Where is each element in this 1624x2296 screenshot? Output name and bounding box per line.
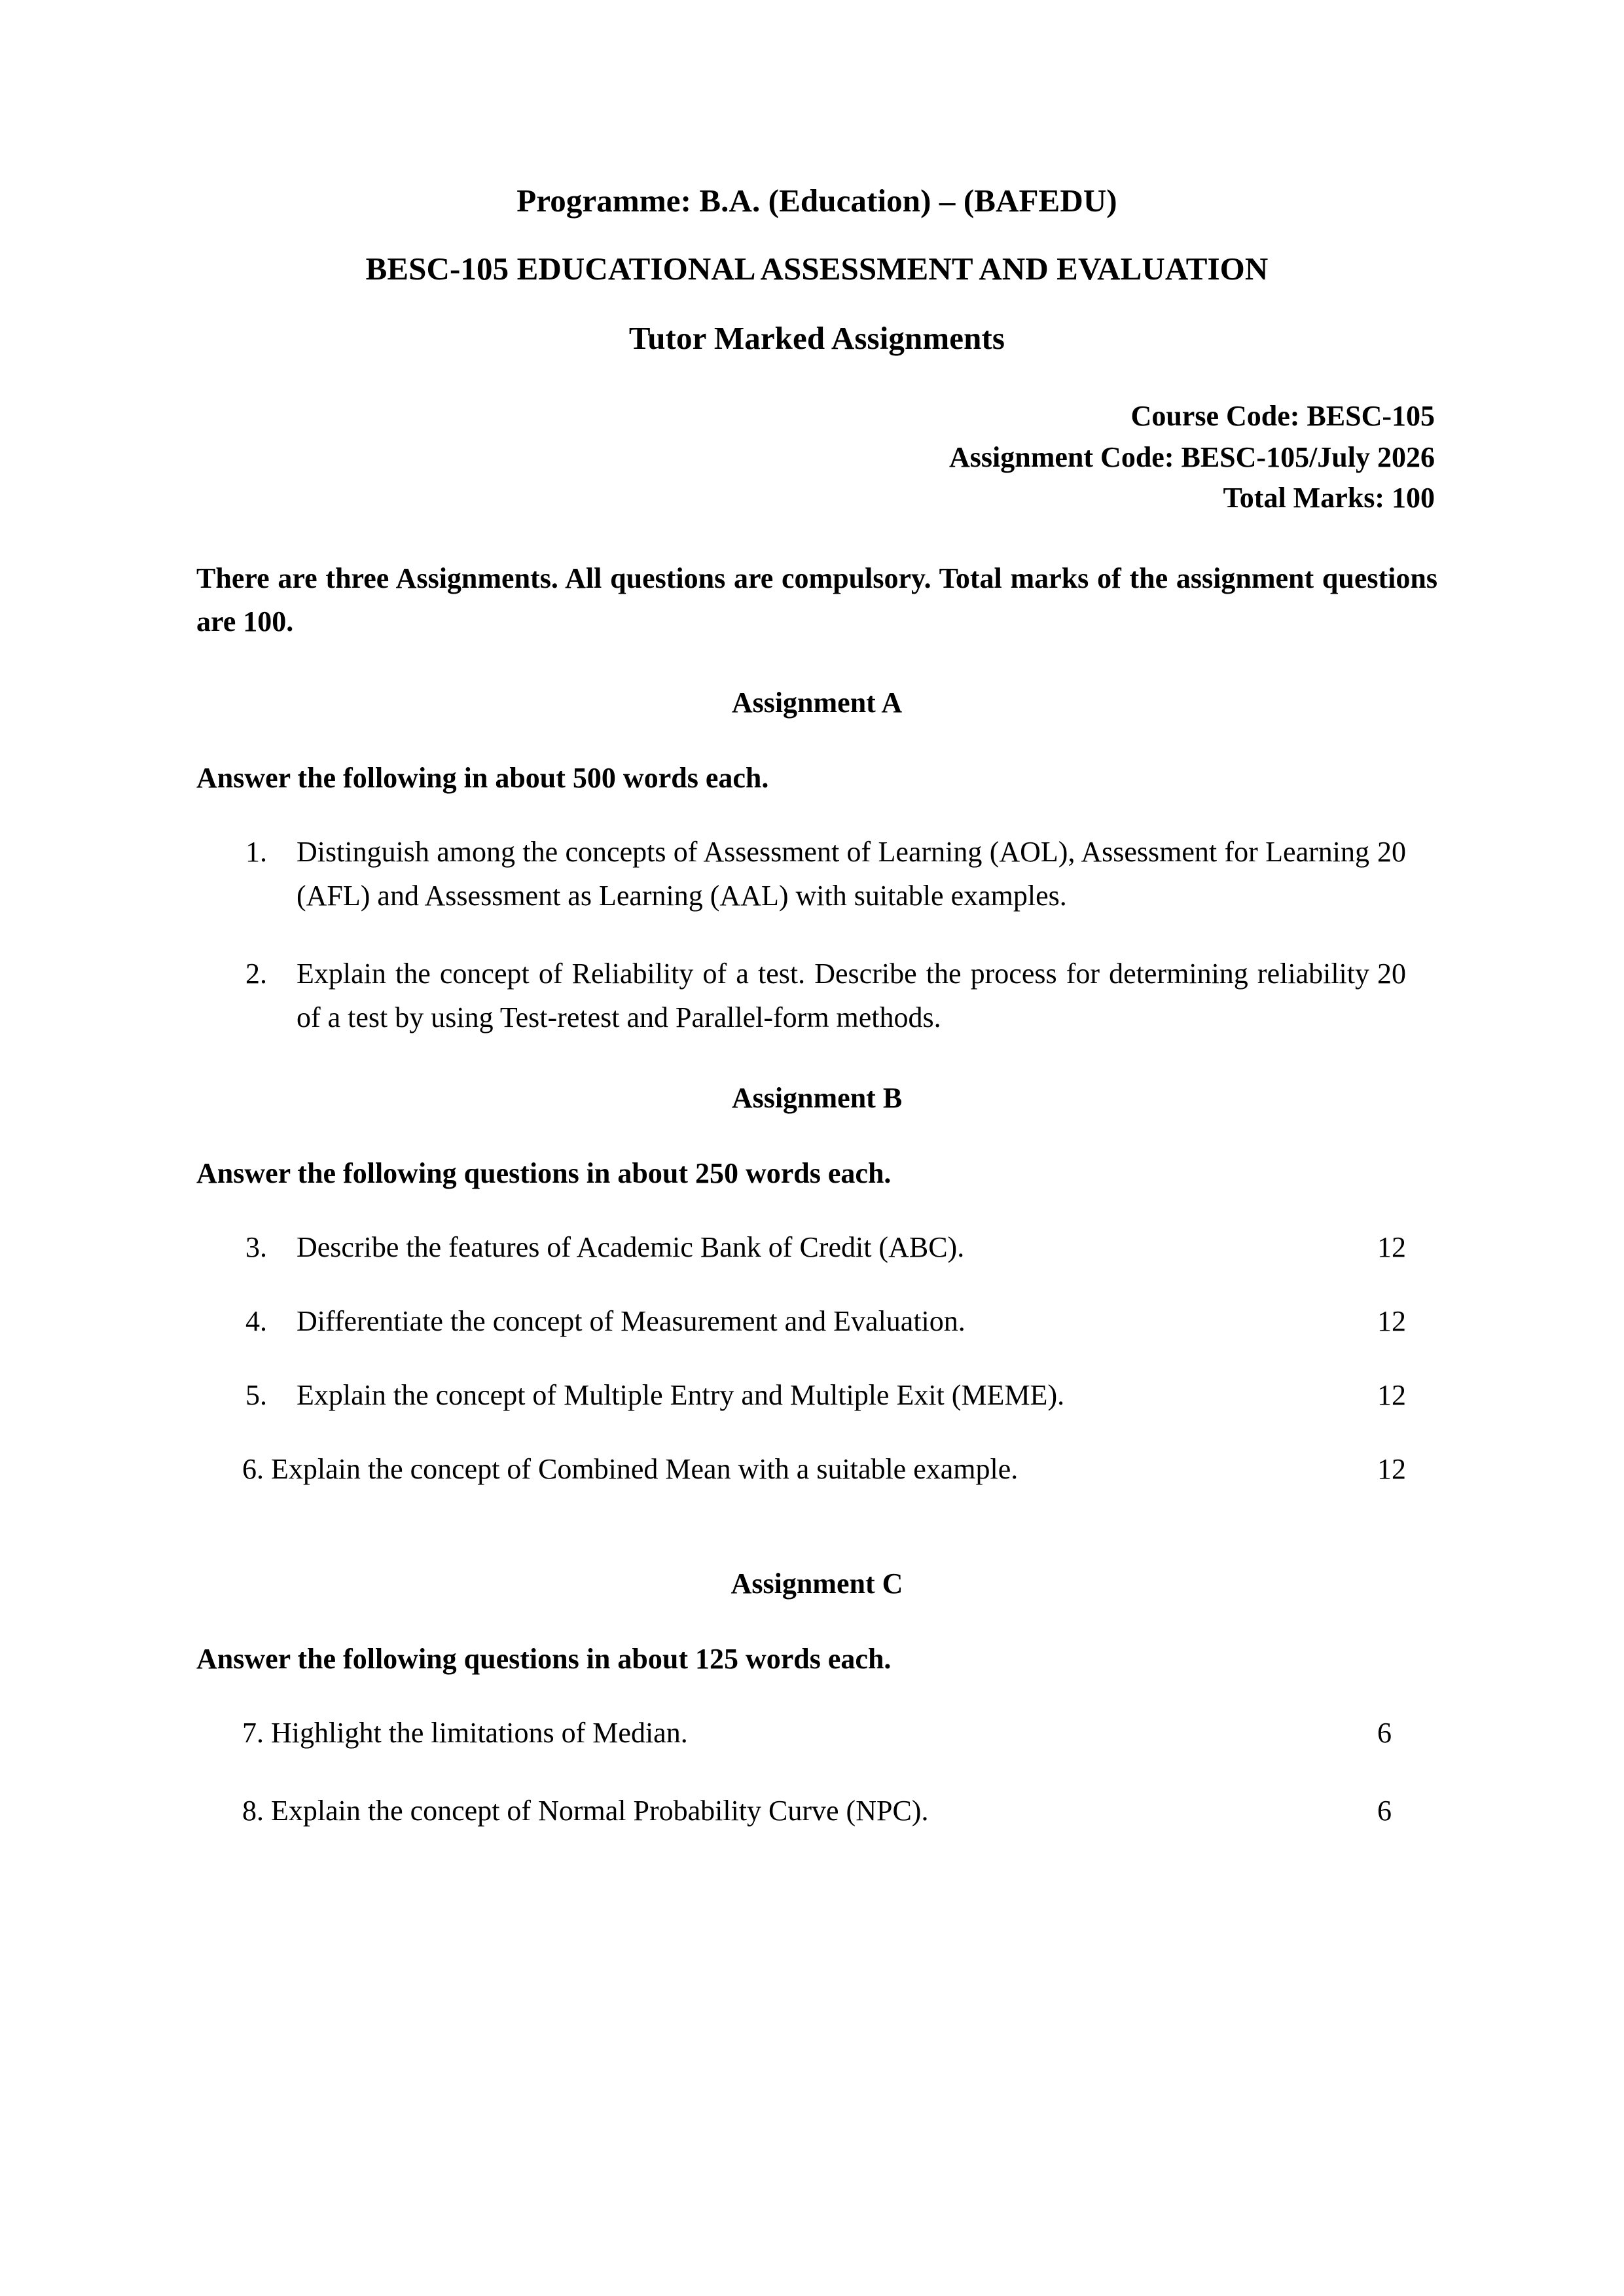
question-text: Differentiate the concept of Measurement and Evaluation.: [297, 1304, 965, 1337]
question-text: Explain the concept of Multiple Entry and Multiple Exit (MEME).: [297, 1378, 1065, 1411]
question-item: [196, 952, 1437, 1040]
question-marks: 20: [1377, 836, 1406, 869]
question-item: [196, 1789, 1437, 1833]
question-marks: 6: [1377, 1716, 1392, 1749]
question-text: Explain the concept of Combined Mean with a suitable example.: [271, 1452, 1019, 1485]
question-marks: 6: [1377, 1794, 1392, 1827]
section-heading-c: Assignment C: [731, 1567, 903, 1600]
question-text: Explain the concept of Reliability of a test. Describe the process for determining reliability of a test by using Test-retest and Parallel-form methods.: [297, 957, 1369, 1033]
question-marks: 12: [1377, 1304, 1406, 1337]
programme-title: Programme: B.A. (Education) – (BAFEDU): [516, 183, 1117, 219]
question-marks: 12: [1377, 1378, 1406, 1411]
question-number: 7.: [242, 1716, 264, 1749]
question-marks: 12: [1377, 1452, 1406, 1485]
question-text: Explain the concept of Normal Probability Curve (NPC).: [271, 1794, 929, 1827]
instructions-paragraph: There are three Assignments. All questions are compulsory. Total marks of the assignment questions are 100.: [196, 562, 1437, 637]
assignment-code: Assignment Code: BESC-105/July 2026: [949, 440, 1435, 473]
question-number: 3.: [245, 1231, 267, 1264]
question-item: [196, 831, 1437, 918]
section-heading-b: Assignment B: [731, 1081, 903, 1114]
section-directive-a: Answer the following in about 500 words each.: [196, 762, 769, 795]
question-number: 2.: [245, 957, 267, 990]
question-number: 4.: [245, 1304, 267, 1337]
question-marks: 20: [1377, 957, 1406, 990]
question-number: 8.: [242, 1794, 264, 1827]
question-marks: 12: [1377, 1231, 1406, 1264]
course-title: BESC-105 EDUCATIONAL ASSESSMENT AND EVALUATION: [365, 250, 1269, 287]
question-number: 5.: [245, 1378, 267, 1411]
question-item: [196, 1300, 1437, 1344]
question-text: Describe the features of Academic Bank of Credit (ABC).: [297, 1231, 965, 1264]
course-code: Course Code: BESC-105: [1130, 400, 1435, 433]
assignment-type-title: Tutor Marked Assignments: [628, 319, 1005, 356]
question-text: Highlight the limitations of Median.: [271, 1716, 688, 1749]
question-item: [196, 1448, 1437, 1492]
question-item: [196, 1226, 1437, 1270]
section-directive-c: Answer the following questions in about 125 words each.: [196, 1642, 892, 1675]
question-number: 1.: [245, 836, 267, 869]
question-item: [196, 1374, 1437, 1418]
question-number: 6.: [242, 1452, 264, 1485]
section-directive-b: Answer the following questions in about 250 words each.: [196, 1157, 892, 1189]
course-meta-block: [196, 396, 1437, 518]
section-heading-a: Assignment A: [731, 686, 903, 719]
total-marks: Total Marks: 100: [1223, 482, 1435, 514]
question-text: Distinguish among the concepts of Assessment of Learning (AOL), Assessment for Learning (AFL) and Assessment as Learning (AAL) with suitable examples.: [297, 836, 1369, 912]
question-item: [196, 1712, 1437, 1755]
